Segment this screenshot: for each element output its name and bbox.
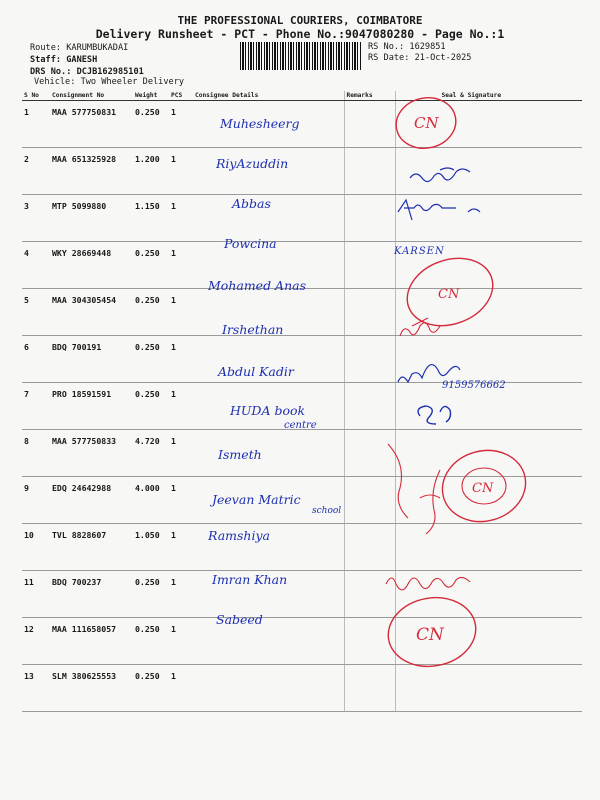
cell-sno: 8 — [22, 430, 50, 477]
cell-sno: 7 — [22, 383, 50, 430]
cell-consignment: WKY 28669448 — [50, 242, 133, 289]
table-row — [22, 430, 582, 477]
cell-sno: 10 — [22, 524, 50, 571]
cell-signature — [395, 195, 582, 242]
col-header-sno: S No — [22, 91, 50, 101]
cell-weight: 4.000 — [133, 477, 169, 524]
cell-weight: 4.720 — [133, 430, 169, 477]
cell-sno: 3 — [22, 195, 50, 242]
handwritten-consignee: Mohamed Anas — [208, 278, 306, 293]
handwritten-consignee: Irshethan — [222, 322, 284, 337]
cn-stamp-text: CN — [472, 481, 494, 496]
cell-consignment: MAA 577750831 — [50, 101, 133, 148]
company-name: THE PROFESSIONAL COURIERS, COIMBATORE — [177, 14, 423, 27]
handwritten-consignee: HUDA book — [230, 403, 306, 418]
handwritten-consignee: Muhesheerg — [220, 116, 300, 131]
handwritten-consignee: Sabeed — [216, 612, 263, 627]
cell-consignee — [193, 430, 344, 477]
handwritten-consignee: Ismeth — [218, 447, 262, 462]
cell-weight: 0.250 — [133, 383, 169, 430]
runsheet-table — [22, 91, 582, 712]
cn-stamp-text: CN — [414, 114, 439, 132]
handwritten-consignee: Powcina — [224, 236, 277, 251]
cell-consignment: PRO 18591591 — [50, 383, 133, 430]
cell-sno: 13 — [22, 665, 50, 712]
table-row — [22, 101, 582, 148]
rs-date: RS Date: 21-Oct-2025 — [368, 53, 472, 63]
cell-signature — [395, 336, 582, 383]
col-header-consignment: Consignment No — [50, 91, 133, 101]
table-row — [22, 336, 582, 383]
cell-pcs: 1 — [169, 195, 193, 242]
handwritten-consignee: RiyAzuddin — [216, 156, 289, 171]
table-row — [22, 195, 582, 242]
cell-pcs: 1 — [169, 148, 193, 195]
cell-pcs: 1 — [169, 524, 193, 571]
cell-pcs: 1 — [169, 571, 193, 618]
table-row — [22, 665, 582, 712]
cn-stamp-text: CN — [438, 287, 460, 302]
cell-remarks — [344, 242, 395, 289]
cell-sno: 9 — [22, 477, 50, 524]
cell-consignment: BDQ 700191 — [50, 336, 133, 383]
runsheet-subtitle: Delivery Runsheet - PCT - Phone No.:9047080280 - Page No.:1 — [95, 27, 505, 41]
vehicle-label: Vehicle: Two Wheeler Delivery — [34, 77, 185, 87]
drs-number: DRS No.: DCJB162985101 — [30, 67, 144, 77]
handwritten-consignee: Abdul Kadir — [218, 364, 294, 379]
cell-signature — [395, 148, 582, 195]
cell-weight: 1.050 — [133, 524, 169, 571]
cell-sno: 6 — [22, 336, 50, 383]
cell-signature — [395, 477, 582, 524]
cell-remarks — [344, 477, 395, 524]
table-header-row — [22, 91, 582, 101]
handwritten-consignee: Imran Khan — [212, 572, 288, 587]
staff-label: Staff: GANESH — [30, 55, 98, 65]
cell-remarks — [344, 336, 395, 383]
cell-signature — [395, 665, 582, 712]
cn-stamp-text: CN — [416, 625, 444, 645]
cell-sno: 12 — [22, 618, 50, 665]
cell-remarks — [344, 665, 395, 712]
cell-consignment: MAA 577750833 — [50, 430, 133, 477]
barcode-icon — [240, 42, 362, 70]
cell-remarks — [344, 430, 395, 477]
cell-weight: 0.250 — [133, 101, 169, 148]
cell-remarks — [344, 101, 395, 148]
cell-consignment: MAA 111658057 — [50, 618, 133, 665]
cell-consignment: MTP 5099880 — [50, 195, 133, 242]
cell-pcs: 1 — [169, 665, 193, 712]
col-header-consignee: Consignee Details — [193, 91, 344, 101]
rs-number: RS No.: 1629851 — [368, 42, 446, 52]
cell-consignment: MAA 651325928 — [50, 148, 133, 195]
handwritten-signature-note: KARSEN — [394, 246, 445, 257]
table-row — [22, 289, 582, 336]
cell-remarks — [344, 618, 395, 665]
cell-pcs: 1 — [169, 477, 193, 524]
cell-remarks — [344, 383, 395, 430]
col-header-pcs: PCS — [169, 91, 193, 101]
cell-sno: 5 — [22, 289, 50, 336]
cell-consignee — [193, 148, 344, 195]
cell-weight: 1.200 — [133, 148, 169, 195]
cell-signature — [395, 430, 582, 477]
cell-sno: 2 — [22, 148, 50, 195]
cell-consignment: EDQ 24642988 — [50, 477, 133, 524]
cell-signature — [395, 571, 582, 618]
cell-pcs: 1 — [169, 430, 193, 477]
cell-remarks — [344, 289, 395, 336]
cell-consignment: SLM 380625553 — [50, 665, 133, 712]
handwritten-consignee: Jeevan Matric — [212, 492, 301, 507]
cell-signature — [395, 101, 582, 148]
cell-remarks — [344, 195, 395, 242]
handwritten-consignee-note: centre — [284, 420, 317, 431]
cell-weight: 0.250 — [133, 289, 169, 336]
table-row — [22, 571, 582, 618]
col-header-remarks: Remarks — [344, 91, 395, 101]
cell-weight: 0.250 — [133, 665, 169, 712]
cell-pcs: 1 — [169, 618, 193, 665]
handwritten-consignee: Ramshiya — [208, 528, 270, 543]
col-header-signature: Seal & Signature — [395, 91, 582, 101]
cell-pcs: 1 — [169, 242, 193, 289]
cell-remarks — [344, 571, 395, 618]
cell-weight: 0.250 — [133, 571, 169, 618]
cell-signature — [395, 524, 582, 571]
cell-signature — [395, 289, 582, 336]
handwritten-consignee: Abbas — [232, 196, 271, 211]
table-row — [22, 477, 582, 524]
cell-consignment: TVL 8828607 — [50, 524, 133, 571]
table-row — [22, 618, 582, 665]
table-row — [22, 148, 582, 195]
cell-sno: 4 — [22, 242, 50, 289]
col-header-weight: Weight — [133, 91, 169, 101]
cell-sno: 11 — [22, 571, 50, 618]
handwritten-phone: 9159576662 — [442, 380, 506, 391]
cell-consignee — [193, 665, 344, 712]
cell-remarks — [344, 148, 395, 195]
route-label: Route: KARUMBUKADAI — [30, 43, 129, 53]
cell-pcs: 1 — [169, 101, 193, 148]
table-row — [22, 524, 582, 571]
cell-weight: 0.250 — [133, 618, 169, 665]
cell-consignment: MAA 304305454 — [50, 289, 133, 336]
cell-consignment: BDQ 700237 — [50, 571, 133, 618]
cell-remarks — [344, 524, 395, 571]
cell-weight: 1.150 — [133, 195, 169, 242]
cell-sno: 1 — [22, 101, 50, 148]
cell-pcs: 1 — [169, 383, 193, 430]
handwritten-consignee-note: school — [312, 506, 342, 516]
cell-pcs: 1 — [169, 336, 193, 383]
cell-weight: 0.250 — [133, 242, 169, 289]
cell-pcs: 1 — [169, 289, 193, 336]
cell-signature — [395, 618, 582, 665]
cell-weight: 0.250 — [133, 336, 169, 383]
